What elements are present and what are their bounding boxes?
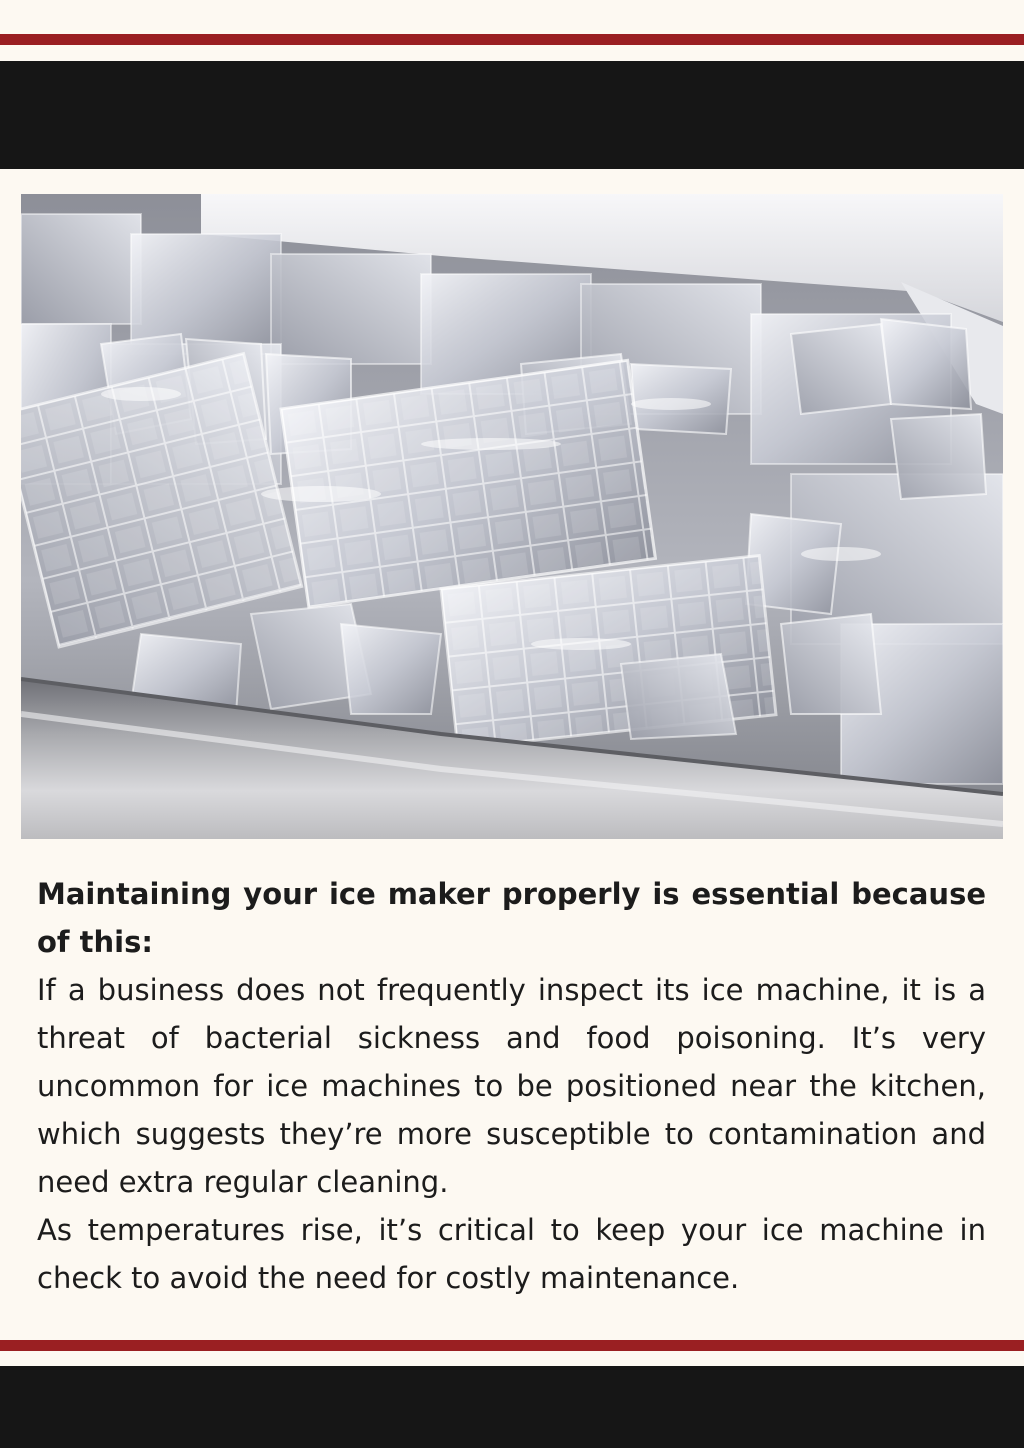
article-text	[37, 870, 986, 1302]
article-heading: Maintaining your ice maker properly is essential because of this:	[37, 877, 986, 959]
article-paragraph-1: If a business does not frequently inspect its ice machine, it is a threat of bacterial sickness and food poisoning. It’s very uncommon for ice machines to be positioned near the kitchen, which suggests they’re more susceptible to contamination and need extra regular cleaning.	[37, 973, 986, 1199]
top-accent-rule	[0, 34, 1024, 45]
top-header-band	[0, 61, 1024, 169]
bottom-footer-band	[0, 1366, 1024, 1448]
ice-maker-photo	[21, 194, 1003, 839]
article-paragraph-2: As temperatures rise, it’s critical to keep your ice machine in check to avoid the need for costly maintenance.	[37, 1213, 986, 1295]
bottom-accent-rule	[0, 1340, 1024, 1351]
ice-cubes-illustration	[21, 194, 1003, 839]
